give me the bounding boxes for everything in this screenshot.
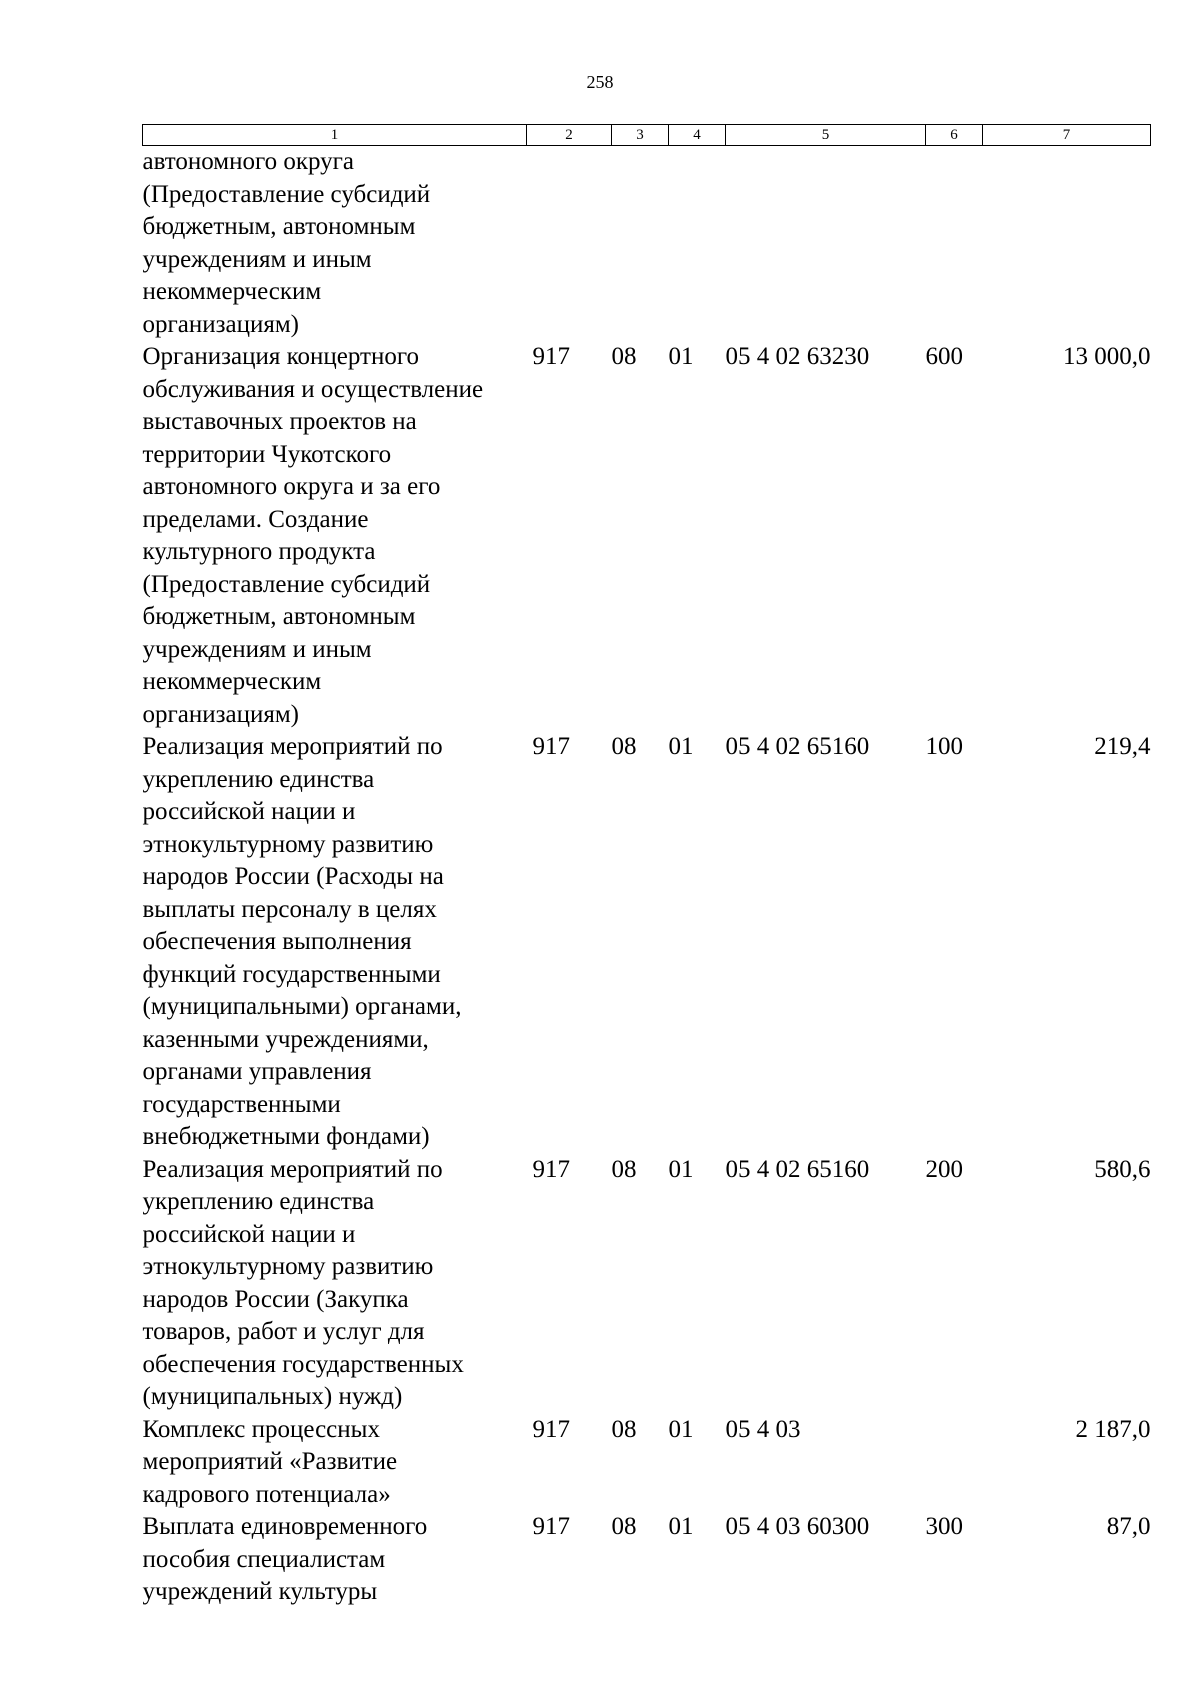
expense-name-line: территории Чукотского <box>142 440 392 468</box>
expense-name-line: Организация концертного <box>142 343 419 370</box>
table-row <box>143 731 1151 1154</box>
expense-name-line: организациям) <box>142 700 299 728</box>
expense-name-line: (Предоставление субсидий <box>142 180 431 208</box>
column-number-header: 1 <box>143 125 527 146</box>
expense-name-line: укреплению единства <box>142 1188 375 1215</box>
admin-code-cell: 917 <box>532 1155 570 1183</box>
expense-name-line: учреждений культуры <box>142 1578 378 1605</box>
expense-name-cell <box>143 1154 527 1414</box>
section-cell <box>612 146 669 342</box>
section-cell: 08 <box>611 1415 637 1443</box>
target-article-cell: 05 4 02 65160 <box>725 733 870 760</box>
expense-name-cell <box>143 731 527 1154</box>
table-row <box>143 146 1151 342</box>
expense-name-line: Реализация мероприятий по <box>142 1155 443 1183</box>
expense-name-line: народов России (Расходы на <box>142 863 444 890</box>
expense-name-cell <box>143 146 527 342</box>
section-cell: 08 <box>611 1513 637 1540</box>
admin-code-cell: 917 <box>532 1513 570 1540</box>
admin-code-cell: 917 <box>532 733 570 760</box>
page-number: 258 <box>586 72 614 92</box>
column-number-header: 5 <box>726 125 926 146</box>
expense-name-line: автономного округа <box>142 148 355 175</box>
amount-cell: 13 000,0 <box>1063 343 1151 370</box>
amount-cell <box>983 146 1151 342</box>
expense-type-cell: 300 <box>925 1513 963 1540</box>
expense-name-line: учреждениям и иным <box>142 245 372 273</box>
expense-type-cell: 200 <box>925 1155 963 1183</box>
target-article-cell <box>726 146 926 342</box>
amount-cell: 580,6 <box>1094 1155 1151 1183</box>
expense-name-line: бюджетным, автономным <box>142 213 416 240</box>
expense-name-line: внебюджетными фондами) <box>142 1123 430 1150</box>
target-article-cell: 05 4 02 65160 <box>725 1155 870 1183</box>
expense-name-line: товаров, работ и услуг для <box>142 1318 425 1345</box>
expense-name-line: пособия специалистам <box>142 1545 386 1573</box>
subsection-cell: 01 <box>668 733 694 760</box>
target-article-cell: 05 4 02 63230 <box>725 343 870 370</box>
expense-type-cell: 600 <box>925 343 963 370</box>
column-number-header: 3 <box>612 125 669 146</box>
expense-name-line: автономного округа и за его <box>142 473 441 500</box>
subsection-cell <box>669 146 726 342</box>
subsection-cell: 01 <box>668 343 694 370</box>
amount-cell: 219,4 <box>1094 733 1151 760</box>
expense-name-line: обеспечения выполнения <box>142 928 412 955</box>
subsection-cell: 01 <box>668 1513 694 1540</box>
expense-name-line: бюджетным, автономным <box>142 603 416 630</box>
section-cell: 08 <box>611 1155 637 1183</box>
expense-name-line: учреждениям и иным <box>142 635 372 663</box>
expense-name-line: Комплекс процессных <box>142 1415 380 1443</box>
subsection-cell: 01 <box>668 1415 694 1443</box>
expense-name-cell <box>143 1414 527 1512</box>
expense-name-line: этнокультурному развитию <box>142 1253 434 1280</box>
subsection-cell: 01 <box>668 1155 694 1183</box>
section-cell: 08 <box>611 733 637 760</box>
expense-name-line: (Предоставление субсидий <box>142 570 431 598</box>
expense-name-line: казенными учреждениями, <box>142 1025 429 1053</box>
expense-name-cell <box>143 341 527 731</box>
amount-cell: 87,0 <box>1106 1513 1151 1540</box>
expense-name-line: некоммерческим <box>142 668 322 695</box>
expense-type-cell <box>926 146 983 342</box>
column-number-header-row <box>143 125 1151 146</box>
expense-name-line: мероприятий «Развитие <box>142 1448 398 1475</box>
expense-name-line: культурного продукта <box>142 538 376 565</box>
expense-name-line: некоммерческим <box>142 278 322 305</box>
expense-name-line: (муниципальными) органами, <box>142 993 462 1020</box>
expense-name-line: этнокультурному развитию <box>142 830 434 858</box>
column-number-header: 6 <box>926 125 983 146</box>
expense-name-line: обслуживания и осуществление <box>142 375 484 403</box>
admin-code-cell <box>527 146 612 342</box>
expense-name-line: российской нации и <box>142 1220 356 1248</box>
table-row <box>143 1511 1151 1609</box>
expense-name-cell <box>143 1511 527 1609</box>
admin-code-cell: 917 <box>532 1415 570 1443</box>
expense-name-line: кадрового потенциала» <box>142 1480 391 1508</box>
column-number-header: 4 <box>669 125 726 146</box>
expense-name-line: выплаты персоналу в целях <box>142 895 437 923</box>
target-article-cell: 05 4 03 60300 <box>725 1513 870 1540</box>
table-row <box>143 1154 1151 1414</box>
expense-name-line: функций государственными <box>142 960 441 988</box>
table-row <box>143 1414 1151 1512</box>
expense-name-line: (муниципальных) нужд) <box>142 1383 403 1410</box>
column-number-header: 2 <box>527 125 612 146</box>
expense-type-cell: 100 <box>925 733 963 760</box>
admin-code-cell: 917 <box>532 343 570 370</box>
section-cell: 08 <box>611 343 637 370</box>
expense-name-line: укреплению единства <box>142 765 375 793</box>
table-row <box>143 341 1151 731</box>
expense-name-line: выставочных проектов на <box>142 408 417 435</box>
expense-name-line: пределами. Создание <box>142 505 369 533</box>
expense-name-line: Реализация мероприятий по <box>142 733 443 760</box>
expense-name-line: организациям) <box>142 310 299 338</box>
expense-name-line: российской нации и <box>142 798 356 825</box>
expense-name-line: народов России (Закупка <box>142 1285 409 1313</box>
expense-name-line: обеспечения государственных <box>142 1350 464 1378</box>
expense-name-line: государственными <box>142 1090 341 1118</box>
expense-name-line: органами управления <box>142 1058 372 1085</box>
target-article-cell: 05 4 03 <box>725 1415 801 1443</box>
expense-name-line: Выплата единовременного <box>142 1513 428 1540</box>
budget-table <box>142 124 1151 1609</box>
column-number-header: 7 <box>983 125 1151 146</box>
amount-cell: 2 187,0 <box>1075 1415 1151 1443</box>
expense-type-cell <box>926 1414 983 1512</box>
